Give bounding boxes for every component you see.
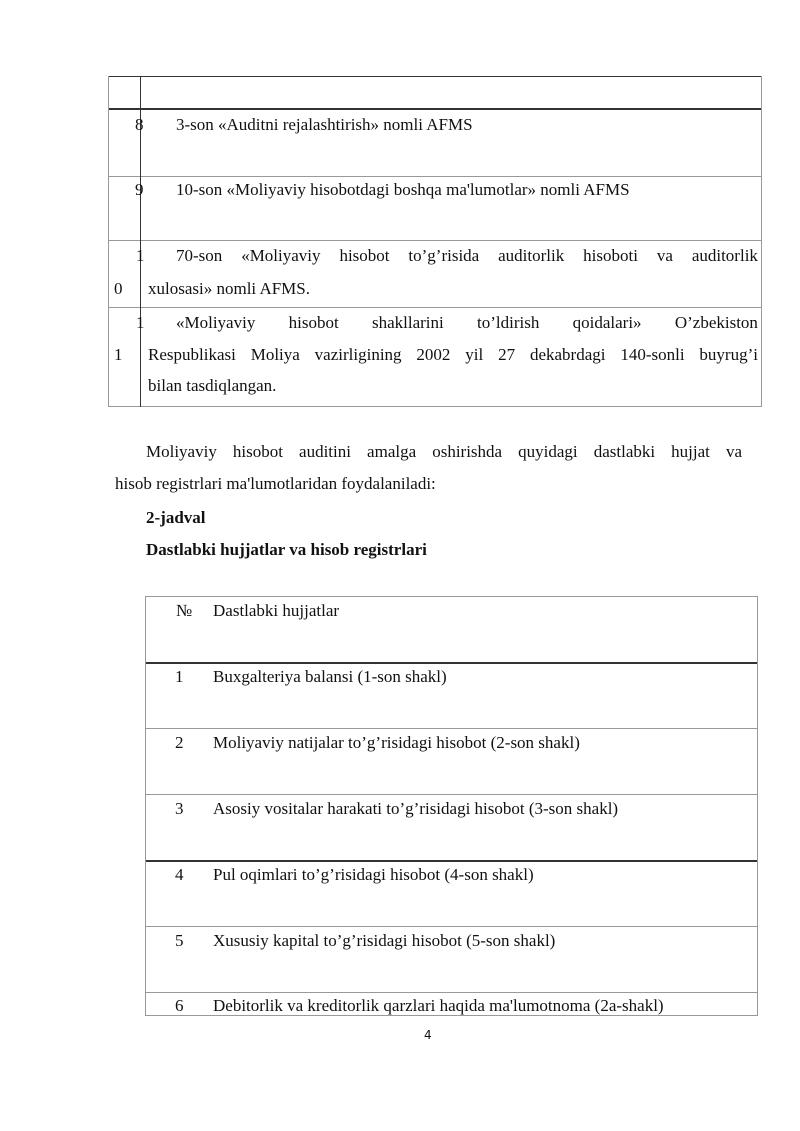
table-border xyxy=(145,794,758,795)
row-text-line: bilan tasdiqlangan. xyxy=(148,376,277,395)
table-title: Dastlabki hujjatlar va hisob registrlari xyxy=(146,540,427,559)
row-text: 10-son «Moliyaviy hisobotdagi boshqa ma'lumotlar» nomli AFMS xyxy=(176,180,630,199)
table-border xyxy=(108,76,762,77)
row-text-line: Respublikasi Moliya vazirligining 2002 yil 27 dekabrdagi 140-sonli buyrug’i xyxy=(148,345,758,364)
row-number: 3 xyxy=(175,799,184,818)
table-label: 2-jadval xyxy=(146,508,206,527)
table-border xyxy=(108,176,762,177)
page-number: 4 xyxy=(424,1028,432,1042)
table-border xyxy=(145,728,758,729)
table-border xyxy=(757,596,758,1016)
row-number-cont: 0 xyxy=(114,279,123,298)
row-text: 3-son «Auditni rejalashtirish» nomli AFMS xyxy=(176,115,473,134)
table-border xyxy=(108,108,762,110)
row-text: Pul oqimlari to’g’risidagi hisobot (4-son shakl) xyxy=(213,865,534,884)
row-text: Asosiy vositalar harakati to’g’risidagi hisobot (3-son shakl) xyxy=(213,799,619,818)
paragraph-line: Moliyaviy hisobot auditini amalga oshirishda quyidagi dastlabki hujjat va xyxy=(146,442,742,461)
table-border xyxy=(145,992,758,993)
table-border xyxy=(145,596,758,597)
row-number: 8 xyxy=(135,115,144,134)
table-border xyxy=(145,860,758,862)
row-text-line: 70-son «Moliyaviy hisobot to’g’risida auditorlik hisoboti va auditorlik xyxy=(176,246,758,265)
row-text-line: «Moliyaviy hisobot shakllarini to’ldirish qoidalari» O’zbekiston xyxy=(176,313,758,332)
header-number: № xyxy=(176,601,193,620)
row-number: 1 xyxy=(136,313,145,332)
row-text-line: xulosasi» nomli AFMS. xyxy=(148,279,311,298)
row-number-cont: 1 xyxy=(114,345,123,364)
row-number: 1 xyxy=(136,246,145,265)
row-text: Moliyaviy natijalar to’g’risidagi hisobot (2-son shakl) xyxy=(213,733,580,752)
row-number: 6 xyxy=(175,996,184,1015)
table-border xyxy=(108,406,762,407)
row-text: Buxgalteriya balansi (1-son shakl) xyxy=(213,667,447,686)
row-number: 2 xyxy=(175,733,184,752)
table-border xyxy=(108,240,762,241)
row-number: 4 xyxy=(175,865,184,884)
table-border xyxy=(761,76,762,407)
header-text: Dastlabki hujjatlar xyxy=(213,601,340,620)
row-number: 5 xyxy=(175,931,184,950)
table-border xyxy=(145,596,146,1016)
row-text: Debitorlik va kreditorlik qarzlari haqida ma'lumotnoma (2a-shakl) xyxy=(213,996,664,1015)
table-border xyxy=(145,662,758,664)
table-border xyxy=(145,926,758,927)
paragraph-line: hisob registrlari ma'lumotlaridan foydalaniladi: xyxy=(115,474,436,493)
row-text: Xususiy kapital to’g’risidagi hisobot (5-son shakl) xyxy=(213,931,556,950)
row-number: 9 xyxy=(135,180,144,199)
table-border xyxy=(108,76,109,407)
table-border xyxy=(108,307,762,308)
row-number: 1 xyxy=(175,667,184,686)
